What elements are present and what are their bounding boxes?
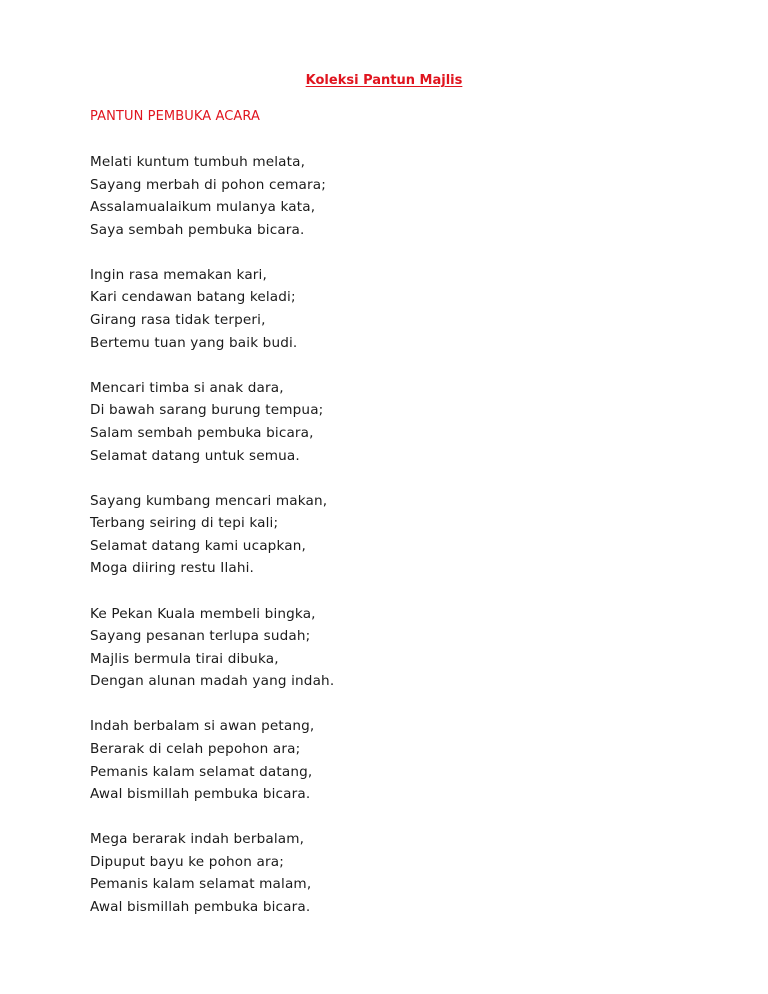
- pantun-line: Bertemu tuan yang baik budi.: [90, 334, 298, 351]
- pantun-line: Selamat datang untuk semua.: [90, 447, 300, 464]
- pantun-stanza: [90, 490, 730, 580]
- pantun-line: Salam sembah pembuka bicara,: [90, 424, 314, 441]
- pantun-stanza: [90, 828, 730, 918]
- pantun-line: Dipuput bayu ke pohon ara;: [90, 853, 284, 870]
- pantun-line: Saya sembah pembuka bicara.: [90, 221, 305, 238]
- pantun-line: Awal bismillah pembuka bicara.: [90, 786, 311, 803]
- pantun-line: Awal bismillah pembuka bicara.: [90, 899, 311, 916]
- document-title-text: Koleksi Pantun Majlis: [305, 73, 463, 88]
- document-title: [0, 72, 768, 90]
- pantun-line: Moga diiring restu Ilahi.: [90, 560, 255, 577]
- pantun-stanza: [90, 603, 730, 693]
- pantun-line: Sayang merbah di pohon cemara;: [90, 176, 326, 193]
- pantun-line: Mencari timba si anak dara,: [90, 379, 284, 396]
- pantun-line: Pemanis kalam selamat malam,: [90, 876, 312, 893]
- pantun-line: Sayang pesanan terlupa sudah;: [90, 628, 311, 645]
- pantun-stanza: [90, 377, 730, 467]
- pantun-list: [90, 151, 730, 941]
- pantun-stanza: [90, 264, 730, 354]
- section-heading: PANTUN PEMBUKA ACARA: [90, 109, 260, 124]
- pantun-line: Berarak di celah pepohon ara;: [90, 740, 301, 757]
- pantun-line: Terbang seiring di tepi kali;: [90, 515, 279, 532]
- pantun-line: Pemanis kalam selamat datang,: [90, 763, 313, 780]
- pantun-line: Kari cendawan batang keladi;: [90, 289, 296, 306]
- pantun-line: Majlis bermula tirai dibuka,: [90, 650, 279, 667]
- pantun-stanza: [90, 715, 730, 805]
- pantun-stanza: [90, 151, 730, 241]
- pantun-line: Dengan alunan madah yang indah.: [90, 673, 335, 690]
- pantun-line: Indah berbalam si awan petang,: [90, 718, 315, 735]
- pantun-line: Sayang kumbang mencari makan,: [90, 492, 328, 509]
- pantun-line: Ke Pekan Kuala membeli bingka,: [90, 605, 316, 622]
- pantun-line: Melati kuntum tumbuh melata,: [90, 154, 306, 170]
- pantun-line: Di bawah sarang burung tempua;: [90, 402, 324, 419]
- pantun-line: Girang rasa tidak terperi,: [90, 312, 266, 329]
- pantun-line: Ingin rasa memakan kari,: [90, 266, 267, 283]
- pantun-line: Mega berarak indah berbalam,: [90, 831, 305, 848]
- pantun-line: Selamat datang kami ucapkan,: [90, 537, 306, 554]
- pantun-line: Assalamualaikum mulanya kata,: [90, 199, 316, 216]
